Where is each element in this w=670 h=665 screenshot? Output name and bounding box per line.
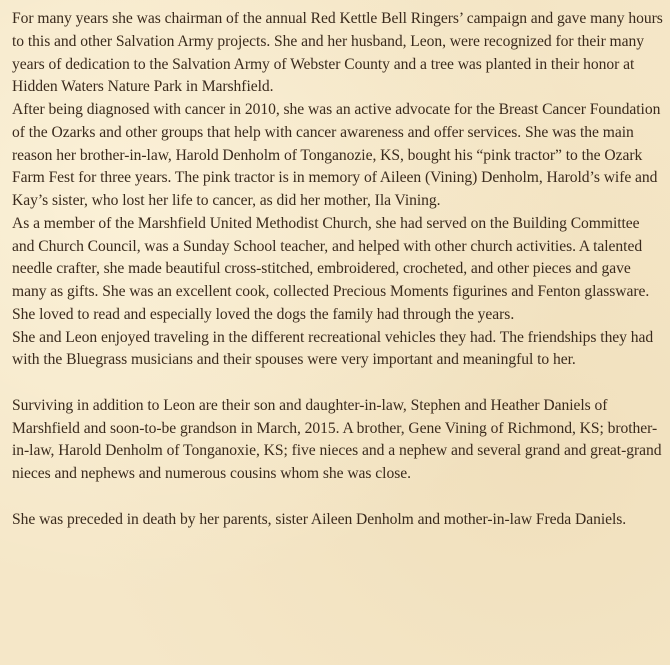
paragraph-spacer <box>12 372 664 395</box>
paragraph-church-and-hobbies: As a member of the Marshfield United Methodist Church, she had served on the Building Committee and Church Council, was a Sunday School teacher, and helped with other church activities. A talented needle crafter, she made beautiful cross-stitched, embroidered, crocheted, and other pieces and gave many as gifts. She was an excellent cook, collected Precious Moments figurines and Fenton glassware. She loved to read and especially loved the dogs the family had through the years. <box>12 214 650 323</box>
paragraph-spacer <box>12 486 664 509</box>
paragraph-travel: She and Leon enjoyed traveling in the different recreational vehicles they had. The friendships they had with the Bluegrass musicians and their spouses were very important and meaningful to her. <box>12 328 654 369</box>
obituary-article <box>12 8 664 531</box>
paragraph-preceded-in-death: She was preceded in death by her parents, sister Aileen Denholm and mother-in-law Freda Daniels. <box>12 510 627 528</box>
paragraph-salvation-army: For many years she was chairman of the annual Red Kettle Bell Ringers’ campaign and gave many hours to this and other Salvation Army projects. She and her husband, Leon, were recognized for their many years of dedication to the Salvation Army of Webster County and a tree was planted in their honor at Hidden Waters Nature Park in Marshfield. <box>12 10 663 96</box>
paragraph-survivors: Surviving in addition to Leon are their son and daughter-in-law, Stephen and Heather Daniels of Marshfield and soon-to-be grandson in March, 2015. A brother, Gene Vining of Richmond, KS; brother-in-law, Harold Denholm of Tonganoxie, KS; five nieces and a nephew and several grand and great-grand nieces and nephews and numerous cousins whom she was close. <box>12 396 662 482</box>
paragraph-cancer-advocacy: After being diagnosed with cancer in 2010, she was an active advocate for the Breast Cancer Foundation of the Ozarks and other groups that help with cancer awareness and offer services. She was the main reason her brother-in-law, Harold Denholm of Tonganozie, KS, bought his “pink tractor” to the Ozark Farm Fest for three years. The pink tractor is in memory of Aileen (Vining) Denholm, Harold’s wife and Kay’s sister, who lost her life to cancer, as did her mother, Ila Vining. <box>12 101 661 209</box>
